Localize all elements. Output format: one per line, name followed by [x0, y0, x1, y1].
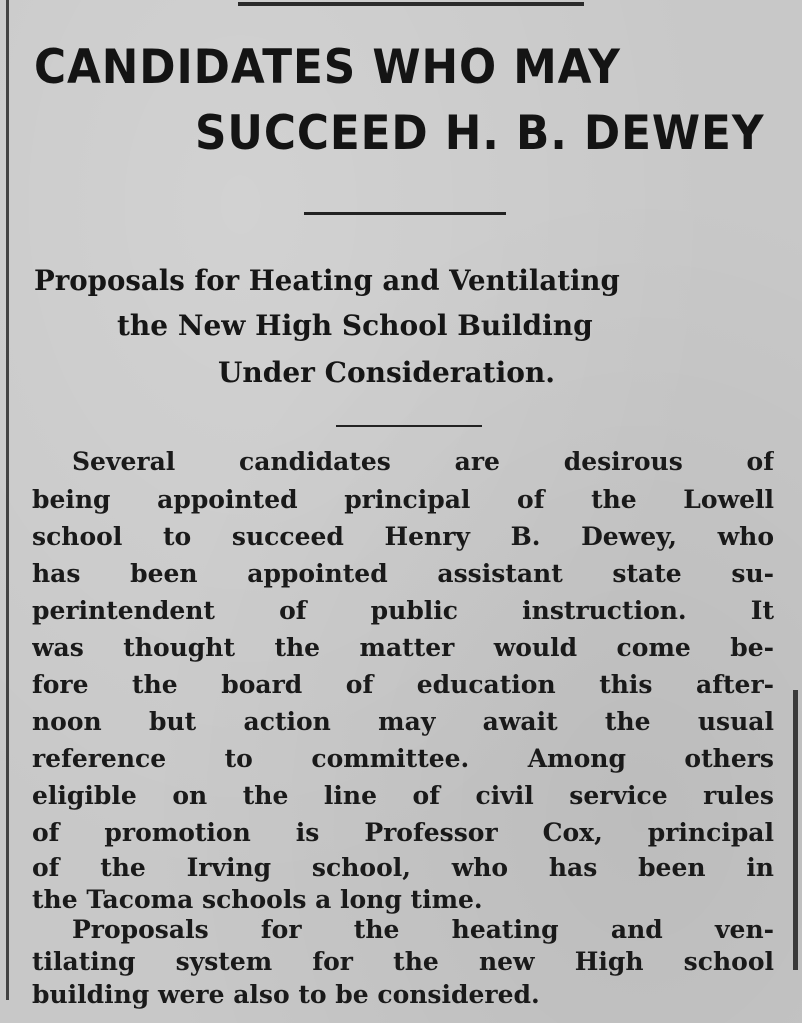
- divider-rule-2: [336, 425, 482, 427]
- headline: [0, 0, 802, 200]
- body-line: of promotion is Professor Cox, principal: [32, 818, 774, 847]
- body-line: was thought the matter would come be-: [32, 633, 774, 662]
- body-line: Several candidates are desirous of: [72, 447, 774, 476]
- subheadline-line-3: Under Consideration.: [218, 356, 556, 389]
- body-line: the Tacoma schools a long time.: [32, 885, 483, 914]
- column-edge-right: [793, 690, 798, 970]
- divider-rule-1: [304, 212, 506, 215]
- body-line: noon but action may await the usual: [32, 707, 774, 736]
- headline-line-2: SUCCEED H. B. DEWEY: [195, 106, 765, 161]
- body-line: eligible on the line of civil service rules: [32, 781, 774, 810]
- body-line: has been appointed assistant state su-: [32, 559, 774, 588]
- body-line: school to succeed Henry B. Dewey, who: [32, 522, 774, 551]
- body-line: reference to committee. Among others: [32, 744, 774, 773]
- body-line: of the Irving school, who has been in: [32, 853, 774, 882]
- body-line: fore the board of education this after-: [32, 670, 774, 699]
- body-line: Proposals for the heating and ven-: [72, 915, 774, 944]
- body-line: tilating system for the new High school: [32, 947, 774, 976]
- body-line: perintendent of public instruction. It: [32, 596, 774, 625]
- headline-line-1: CANDIDATES WHO MAY: [34, 40, 621, 95]
- body-line: building were also to be considered.: [32, 980, 540, 1009]
- subheadline-line-1: Proposals for Heating and Ventilating: [34, 264, 620, 297]
- subheadline-line-2: the New High School Building: [117, 309, 593, 342]
- body-line: being appointed principal of the Lowell: [32, 485, 774, 514]
